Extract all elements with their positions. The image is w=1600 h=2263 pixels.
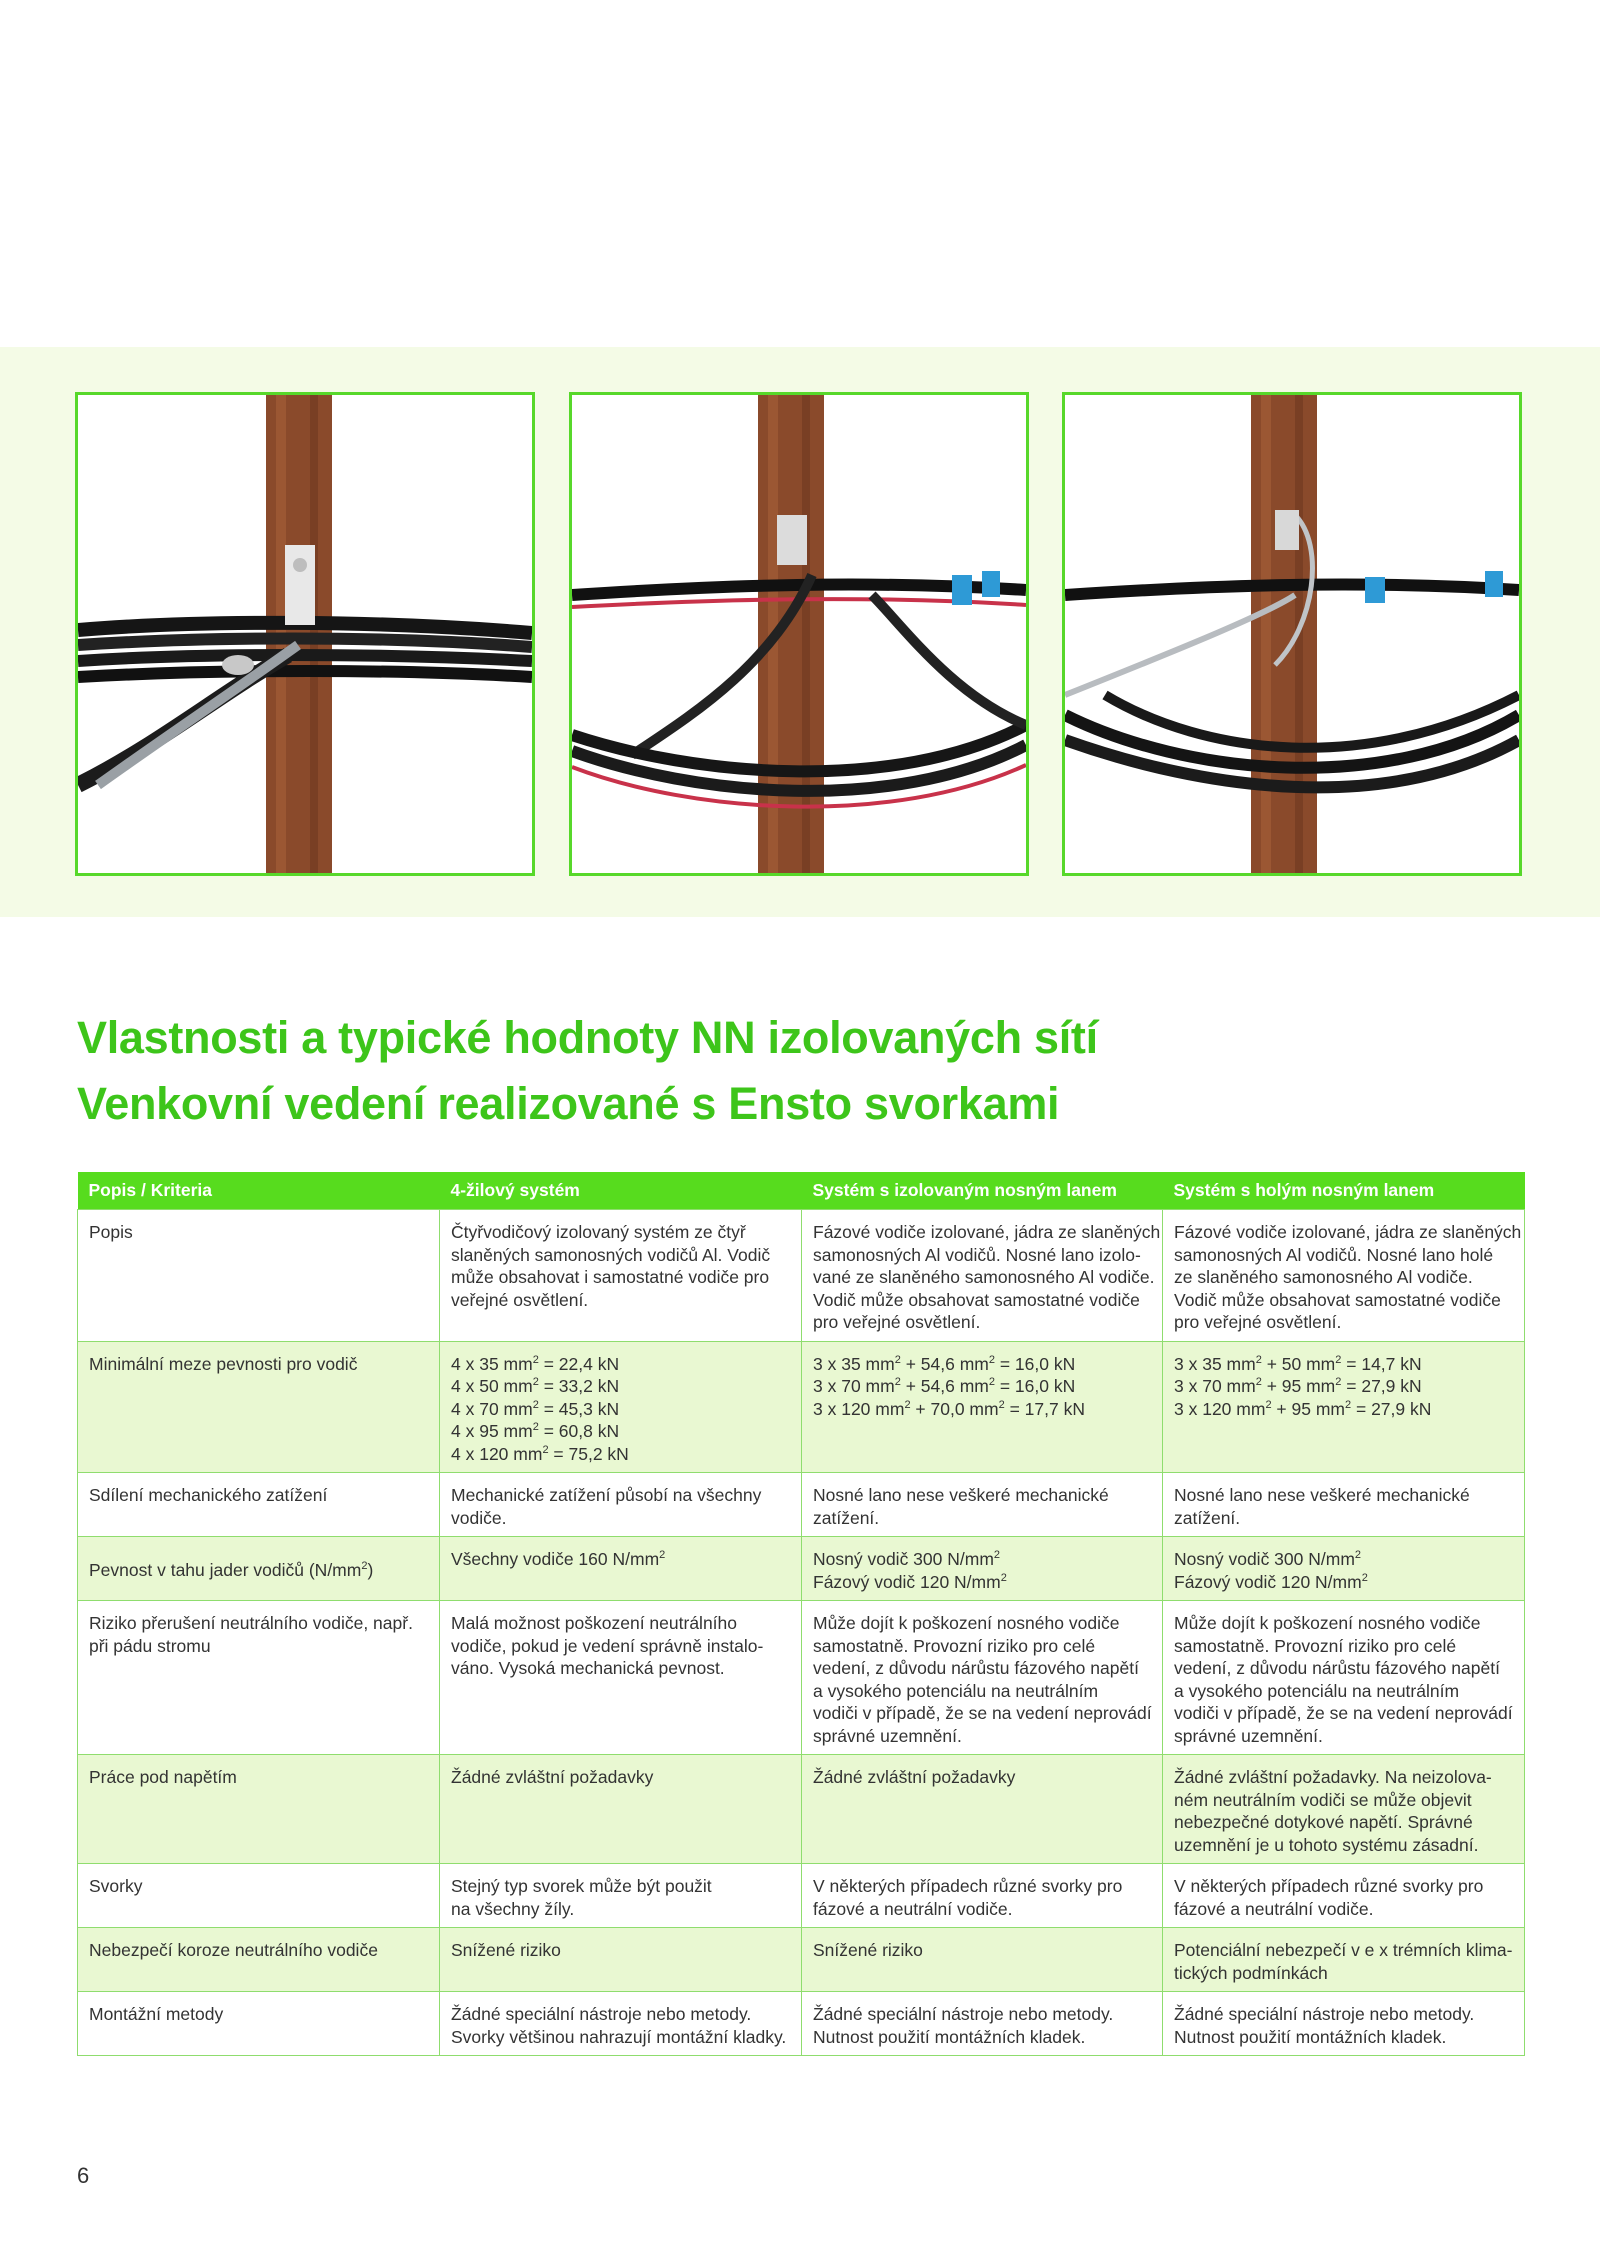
cell-line: Nutnost použití montážních kladek. bbox=[1174, 2026, 1447, 2047]
row-label: Riziko přerušení neutrálního vodiče, např. při pádu stromu bbox=[78, 1601, 440, 1755]
row-label: Sdílení mechanického zatížení bbox=[78, 1473, 440, 1537]
cell-line: 3 x 35 $mm^2 + 54,6$ $mm^2 = 16,0$ kN bbox=[813, 1353, 1076, 1374]
cell-line: 4 x 95 $mm^2 = 60,8$ kN bbox=[451, 1421, 620, 1441]
cell-line: vodiči v případě, že se na vedení neprovádí bbox=[813, 1703, 1152, 1723]
heading-line-2: Venkovní vedení realizované s Ensto svorkami bbox=[77, 1078, 1060, 1129]
cell-line: nebezpečné dotykové napětí. Správné bbox=[1174, 1812, 1473, 1832]
cell-line: 4 x 120 $mm^2 = 75,2$ kN bbox=[451, 1443, 629, 1464]
cell-line: Žádné speciální nástroje nebo metody. bbox=[451, 2004, 752, 2024]
photo-insulated-messenger-system bbox=[569, 392, 1029, 876]
table-cell bbox=[440, 1210, 802, 1342]
table-row bbox=[78, 1341, 1525, 1473]
table-cell bbox=[802, 1755, 1163, 1864]
cell-line: 4 x 35 $mm^2 = 22,4$ kN bbox=[451, 1353, 620, 1374]
cell-line: 3 x 120 $mm^2 + 70,0$ $mm^2 = 17,7$ kN bbox=[813, 1398, 1085, 1419]
cell-line: 3 x 70 $mm^2 + 95$ $mm^2 = 27,9$ kN bbox=[1174, 1376, 1422, 1396]
cell-line: 4 x 70 $mm^2 = 45,3$ kN bbox=[451, 1398, 620, 1419]
cell-line: 3 x 35 $mm^2 + 50$ $mm^2 = 14,7$ kN bbox=[1174, 1353, 1422, 1374]
cell-line: ze slaněného samonosného Al vodiče. bbox=[1174, 1267, 1473, 1287]
cell-line: Žádné speciální nástroje nebo metody. bbox=[813, 2004, 1114, 2024]
table-cell bbox=[802, 1864, 1163, 1928]
cell-line: samonosných Al vodičů. Nosné lano izolo- bbox=[813, 1244, 1141, 1265]
cell-line: Fázový vodič 120 $N/mm^2$ bbox=[1174, 1571, 1368, 1592]
cell-line: ném neutrálním vodiči se může objevit bbox=[1174, 1789, 1472, 1810]
row-label: Minimální meze pevnosti pro vodič bbox=[78, 1341, 440, 1473]
cell-line: správné uzemnění. bbox=[813, 1725, 962, 1746]
cell-line: Snížené riziko bbox=[451, 1940, 561, 1960]
comparison-table bbox=[77, 1172, 1525, 2056]
cell-line: zatížení. bbox=[813, 1507, 880, 1528]
row-label: Popis bbox=[78, 1210, 440, 1342]
cell-line: pro veřejné osvětlení. bbox=[1174, 1312, 1342, 1332]
table-cell bbox=[1163, 1537, 1525, 1601]
header-bare-messenger: Systém s holým nosným lanem bbox=[1163, 1172, 1525, 1210]
cell-line: 3 x 70 $mm^2 + 54,6$ $mm^2 = 16,0$ kN bbox=[813, 1376, 1076, 1396]
row-label: Montážní metody bbox=[78, 1992, 440, 2056]
cell-line: uzemnění je u tohoto systému zásadní. bbox=[1174, 1834, 1479, 1855]
cell-line: Žádné speciální nástroje nebo metody. bbox=[1174, 2004, 1475, 2024]
table-cell bbox=[1163, 1928, 1525, 1992]
cell-line: vedení, z důvodu nárůstu fázového napětí bbox=[813, 1658, 1139, 1678]
cell-line: tických podmínkách bbox=[1174, 1962, 1328, 1983]
cell-line: Fázové vodiče izolované, jádra ze slaněných bbox=[813, 1222, 1161, 1242]
cell-line: vodiči v případě, že se na vedení neprovádí bbox=[1174, 1703, 1513, 1723]
cell-line: Fázový vodič 120 $N/mm^2$ bbox=[813, 1571, 1007, 1592]
cell-line: správné uzemnění. bbox=[1174, 1725, 1323, 1746]
table-row bbox=[78, 1755, 1525, 1864]
table-cell bbox=[802, 1537, 1163, 1601]
cell-line: Žádné zvláštní požadavky bbox=[813, 1767, 1016, 1787]
table-cell bbox=[802, 1601, 1163, 1755]
cell-line: Vodič může obsahovat samostatné vodiče bbox=[813, 1289, 1140, 1310]
cell-line: samostatně. Provozní riziko pro celé bbox=[1174, 1635, 1457, 1656]
table-row bbox=[78, 1210, 1525, 1342]
cell-line: Snížené riziko bbox=[813, 1940, 923, 1960]
table-cell bbox=[1163, 1601, 1525, 1755]
photo-4-core-system bbox=[75, 392, 535, 876]
photo-bare-messenger-system bbox=[1062, 392, 1522, 876]
table-row bbox=[78, 1601, 1525, 1755]
cell-line: Vodič může obsahovat samostatné vodiče bbox=[1174, 1289, 1501, 1310]
cell-line: Nosný vodič 300 $N/mm^2$ bbox=[813, 1549, 1001, 1569]
table-row bbox=[78, 1992, 1525, 2056]
cell-line: a vysokého potenciálu na neutrálním bbox=[1174, 1680, 1460, 1701]
cell-line: Fázové vodiče izolované, jádra ze slaněných bbox=[1174, 1222, 1522, 1242]
table-cell bbox=[440, 1864, 802, 1928]
cell-line: Potenciální nebezpečí v e x trémních klima- bbox=[1174, 1940, 1513, 1960]
cell-line: na všechny žíly. bbox=[451, 1898, 575, 1919]
table-body bbox=[78, 1210, 1525, 2056]
row-label: Nebezpečí koroze neutrálního vodiče bbox=[78, 1928, 440, 1992]
cell-line: Může dojít k poškození nosného vodiče bbox=[813, 1613, 1120, 1633]
table-header-row bbox=[78, 1172, 1525, 1210]
cell-line: vedení, z důvodu nárůstu fázového napětí bbox=[1174, 1658, 1500, 1678]
cell-line: 4 x 50 $mm^2 = 33,2$ kN bbox=[451, 1376, 620, 1396]
table-cell bbox=[1163, 1992, 1525, 2056]
cell-line: Nutnost použití montážních kladek. bbox=[813, 2026, 1086, 2047]
cell-line: Žádné zvláštní požadavky bbox=[451, 1767, 654, 1787]
heading-line-1: Vlastnosti a typické hodnoty NN izolovaných sítí bbox=[77, 1012, 1098, 1063]
header-insulated-messenger: Systém s izolovaným nosným lanem bbox=[802, 1172, 1163, 1210]
header-4-core: 4-žilový systém bbox=[440, 1172, 802, 1210]
cell-line: Může dojít k poškození nosného vodiče bbox=[1174, 1613, 1481, 1633]
table-cell bbox=[440, 1341, 802, 1473]
cell-line: Čtyřvodičový izolovaný systém ze čtyř bbox=[451, 1222, 746, 1242]
table-cell bbox=[802, 1210, 1163, 1342]
row-label: Pevnost v tahu jader vodičů $(N/mm^2)$ bbox=[78, 1537, 440, 1601]
cell-line: vodiče. bbox=[451, 1507, 507, 1528]
cell-line: V některých případech různé svorky pro bbox=[813, 1876, 1123, 1896]
table-cell bbox=[440, 1928, 802, 1992]
cell-line: Stejný typ svorek může být použit bbox=[451, 1876, 712, 1896]
cell-line: zatížení. bbox=[1174, 1507, 1241, 1528]
cell-line: 3 x 120 $mm^2 + 95$ $mm^2 = 27,9$ kN bbox=[1174, 1398, 1432, 1419]
table-cell bbox=[440, 1537, 802, 1601]
cell-line: Nosný vodič 300 $N/mm^2$ bbox=[1174, 1549, 1362, 1569]
cell-line: samostatně. Provozní riziko pro celé bbox=[813, 1635, 1096, 1656]
cell-line: váno. Vysoká mechanická pevnost. bbox=[451, 1658, 725, 1678]
table-cell bbox=[1163, 1755, 1525, 1864]
cell-line: Malá možnost poškození neutrálního bbox=[451, 1613, 737, 1633]
cell-line: Mechanické zatížení působí na všechny bbox=[451, 1485, 762, 1505]
cell-line: samonosných Al vodičů. Nosné lano holé bbox=[1174, 1244, 1494, 1265]
table-cell bbox=[440, 1992, 802, 2056]
table-cell bbox=[1163, 1473, 1525, 1537]
table-cell bbox=[802, 1473, 1163, 1537]
cell-line: slaněných samonosných vodičů Al. Vodič bbox=[451, 1244, 771, 1265]
cell-line: fázové a neutrální vodiče. bbox=[1174, 1898, 1374, 1919]
cell-line: pro veřejné osvětlení. bbox=[813, 1312, 981, 1332]
page-heading bbox=[77, 1005, 1098, 1137]
cell-line: fázové a neutrální vodiče. bbox=[813, 1898, 1013, 1919]
table-cell bbox=[1163, 1341, 1525, 1473]
cell-line: může obsahovat i samostatné vodiče pro bbox=[451, 1267, 770, 1287]
cell-line: Všechny vodiče 160 $N/mm^2$ bbox=[451, 1549, 666, 1569]
table-cell bbox=[1163, 1864, 1525, 1928]
cell-line: Nosné lano nese veškeré mechanické bbox=[1174, 1485, 1470, 1505]
cell-line: a vysokého potenciálu na neutrálním bbox=[813, 1680, 1099, 1701]
cell-line: vodiče, pokud je vedení správně instalo- bbox=[451, 1635, 764, 1656]
row-label: Svorky bbox=[78, 1864, 440, 1928]
table-cell bbox=[440, 1473, 802, 1537]
table-row bbox=[78, 1537, 1525, 1601]
row-label: Práce pod napětím bbox=[78, 1755, 440, 1864]
cell-line: vané ze slaněného samonosného Al vodiče. bbox=[813, 1267, 1155, 1287]
table-cell bbox=[1163, 1210, 1525, 1342]
table-cell bbox=[440, 1755, 802, 1864]
table-cell bbox=[802, 1928, 1163, 1992]
table-cell bbox=[802, 1992, 1163, 2056]
cell-line: V některých případech různé svorky pro bbox=[1174, 1876, 1484, 1896]
header-criteria: Popis / Kriteria bbox=[78, 1172, 440, 1210]
table-row bbox=[78, 1473, 1525, 1537]
cell-line: Žádné zvláštní požadavky. Na neizolova- bbox=[1174, 1767, 1492, 1787]
table-row bbox=[78, 1864, 1525, 1928]
table-cell bbox=[440, 1601, 802, 1755]
table-cell bbox=[802, 1341, 1163, 1473]
cell-line: veřejné osvětlení. bbox=[451, 1289, 589, 1310]
cell-line: Svorky většinou nahrazují montážní kladky. bbox=[451, 2026, 787, 2047]
table-row bbox=[78, 1928, 1525, 1992]
page-number: 6 bbox=[77, 2163, 90, 2188]
cell-line: Nosné lano nese veškeré mechanické bbox=[813, 1485, 1109, 1505]
